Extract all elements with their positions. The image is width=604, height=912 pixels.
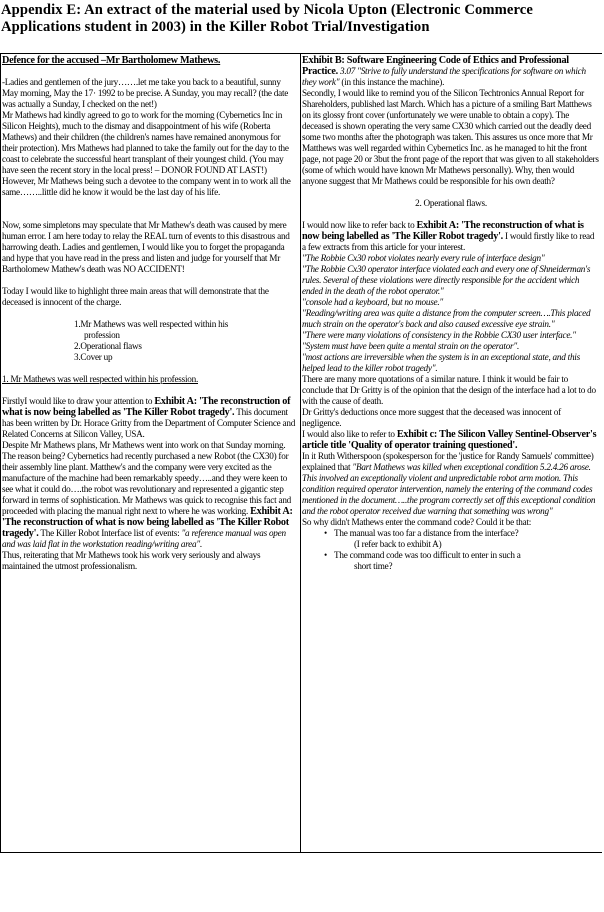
right-paragraph-8: So why didn't Mathews enter the command code? Could it be that:: [302, 517, 532, 527]
list-item-1-cont: profession: [84, 330, 120, 340]
left-paragraph-3: However, Mr Mathews being such a devotee to the company went in to work all the same……..little did he know it would be the last day of his life.: [2, 176, 291, 197]
left-paragraph-1: -Ladies and gentlemen of the jury…….let me take you back to a beautiful, sunny May morning, May the 17· 1992 to be precise. A Sunday, you may recall? (the date was actually a Sunday, I checked on the net!): [2, 77, 289, 109]
list-item-1: 1.Mr Mathews was well respected within his: [74, 319, 229, 329]
quote-6: "System must have been quite a mental strain on the operator".: [302, 341, 520, 351]
left-paragraph-2: Mr Mathews had kindly agreed to go to work for the morning (Cybernetics Inc in Silicon Heights), much to the dismay and disappointment of his wife (Roberta Mathews) and their children (the children's names have remained anonymous for their protection). Mrs Mathews had planned to take the family out for the day to the coast to celebrate the successful heart transplant of their youngest child. (You may have seen the recent story in the local press! – DONOR FOUND AT LAST!): [2, 110, 289, 175]
list-item-2: 2.Operational flaws: [74, 341, 142, 351]
left-paragraph-5: Today I would like to highlight three main areas that will demonstrate that the deceased is innocent of the charge.: [2, 286, 269, 307]
left-paragraph-4: Now, some simpletons may speculate that Mr Mathew's death was caused by mere human error. I am here today to relay the REAL turn of events to this disastrous and harrowing death. Ladies and gentlemen, I would like you to forget the propaganda and hype that you have read in the press and listen and judge for yourself that Mr Bartholomew Mathew's death was NO ACCIDENT!: [2, 220, 290, 274]
list-item: • The manual was too far a distance from the interface? (I refer back to exhibit A): [328, 528, 600, 550]
quote-4: "Reading/writing area was quite a distance from the computer screen….This placed much strain on the operator's back and also caused excessive eye strain.": [302, 308, 591, 329]
section-1-heading: 1. Mr Mathews was well respected within his profession.: [2, 374, 198, 384]
right-paragraph-2: Secondly, I would like to remind you of the Silicon Techtronics Annual Report for Shareholders, published last March. Which has a picture of a smiling Bart Matthews on its glossy front cover (unfortunately we were unable to obtain a copy). The deceased is shown operating the very same CX30 which carried out the deadly deed some two months after the photograph was taken. This assures us once more that Mr Matthews was well regarded within Cybernetics Inc. as he managed to hit the front page, not page 20 or 3but the front page of the report that was given to all stakeholders (some of which would have known Mr Mathews personally). Why, then would anyone suggest that Mr Mathews could be responsible for his own death?: [302, 88, 599, 186]
exhibit-a-ref-2: Exhibit A: 'The reconstruction of what is now being labelled as 'The Killer Robot tragedy'.: [2, 506, 293, 539]
quote-5: "There were many violations of consistency in the Robbie CX30 user interface.": [302, 330, 576, 340]
left-paragraph-7: Despite Mr Mathews plans, Mr Mathews went into work on that Sunday morning. The reason being? Cybernetics had recently purchased a new Robot (the CX30) for their assembly line plant. Matthew's and the company were very excited as the manufacture of the machine had been remarkably speedy…..and they were keen to see what it could do….the robot was revolutionary and represented a gigantic step forward in terms of sophistication. Mr Mathews was quick to recognise this fact and proceeded with placing the manual right next to where he was working. Exhibit A: 'The reconstruction of what is now being labelled as 'The Killer Robot tragedy'. The Killer Robot Interface list of events: "a reference manual was open and was laid flat in the workstation reading/writing area".: [2, 440, 293, 549]
left-column: [2, 55, 297, 572]
page-heading: Appendix E: An extract of the material used by Nicola Upton (Electronic Commerce Applications student in 2003) in the Killer Robot Trial/Investigation: [1, 2, 533, 35]
column-divider: [300, 53, 301, 853]
right-paragraph-5: Dr Gritty's deductions once more suggest that the deceased was innocent of negligence.: [302, 407, 561, 428]
left-paragraph-8: Thus, reiterating that Mr Mathews took his work very seriously and always maintained the utmost professionalism.: [2, 550, 261, 571]
right-paragraph-6: I would also like to refer to Exhibit c: The Silicon Valley Sentinel-Observer's article title 'Quality of operator training questioned'.: [302, 429, 597, 451]
right-paragraph-7: In it Ruth Witherspoon (spokesperson for the 'justice for Randy Samuels' committee) explained that "Bart Mathews was killed when exceptional condition 5.2.4.26 arose. This involved an exceptionally violent and unpredictable robot arm motion. This condition required operator intervention, namely the entering of the command codes mentioned in the document…..the program correctly set off this exceptional condition and the robot operator received due warning that something was wrong": [302, 451, 596, 516]
list-item: • The command code was too difficult to enter in such a short time?: [328, 550, 600, 572]
exhibit-a-ref: Exhibit A: 'The reconstruction of what is now being labelled as 'The Killer Robot tragedy'.: [2, 396, 291, 418]
right-paragraph-1: Exhibit B: Software Engineering Code of Ethics and Professional Practice. 3.07 "Strive to fully understand the specifications for software on which they work" (in this instance the machine).: [302, 55, 586, 87]
right-paragraph-4: There are many more quotations of a similar nature. I think it would be fair to conclude that Dr Gritty is of the opinion that the design of the interface had a lot to do with the cause of death.: [302, 374, 596, 406]
exhibit-c-ref: Exhibit c: The Silicon Valley Sentinel-Observer's article title 'Quality of operator training questioned'.: [302, 429, 597, 451]
quote-2: "The Robbie Cx30 operator interface violated each and every one of Shneiderman's rules. Several of these violations were directly responsible for the accident which ended in the death of the robot operator.": [302, 264, 591, 296]
left-paragraph-6: FirstlyI would like to draw your attention to Exhibit A: 'The reconstruction of what is now being labelled as 'The Killer Robot tragedy'. This document has been written by Dr. Horace Gritty from the Department of Computer Science and Related Concerns at Silicon Valley, USA.: [2, 396, 296, 439]
exhibit-b-ref: Exhibit B: Software Engineering Code of Ethics and Professional Practice.: [302, 55, 569, 77]
right-column: [302, 55, 600, 572]
right-paragraph-3: I would now like to refer back to Exhibit A: 'The reconstruction of what is now being labelled as 'The Killer Robot tragedy'. I would firstly like to read a few extracts from this article for your interest.: [302, 220, 595, 252]
quote-3: "console had a keyboard, but no mouse.": [302, 297, 444, 307]
quote-7: "most actions are irreversible when the system is in an exceptional state, and this helped lead to the killer robot tragedy".: [302, 352, 580, 373]
section-2-heading: 2. Operational flaws.: [415, 198, 487, 208]
bullet-list: [302, 528, 600, 572]
list-item-3: 3.Cover up: [74, 352, 113, 362]
quote-1: "The Robbie Cx30 robot violates nearly every rule of interface design": [302, 253, 545, 263]
exhibit-a-ref-3: Exhibit A: 'The reconstruction of what is now being labelled as 'The Killer Robot tragedy'.: [302, 220, 584, 242]
defence-title: Defence for the accused –Mr Bartholomew Mathews.: [2, 55, 221, 66]
